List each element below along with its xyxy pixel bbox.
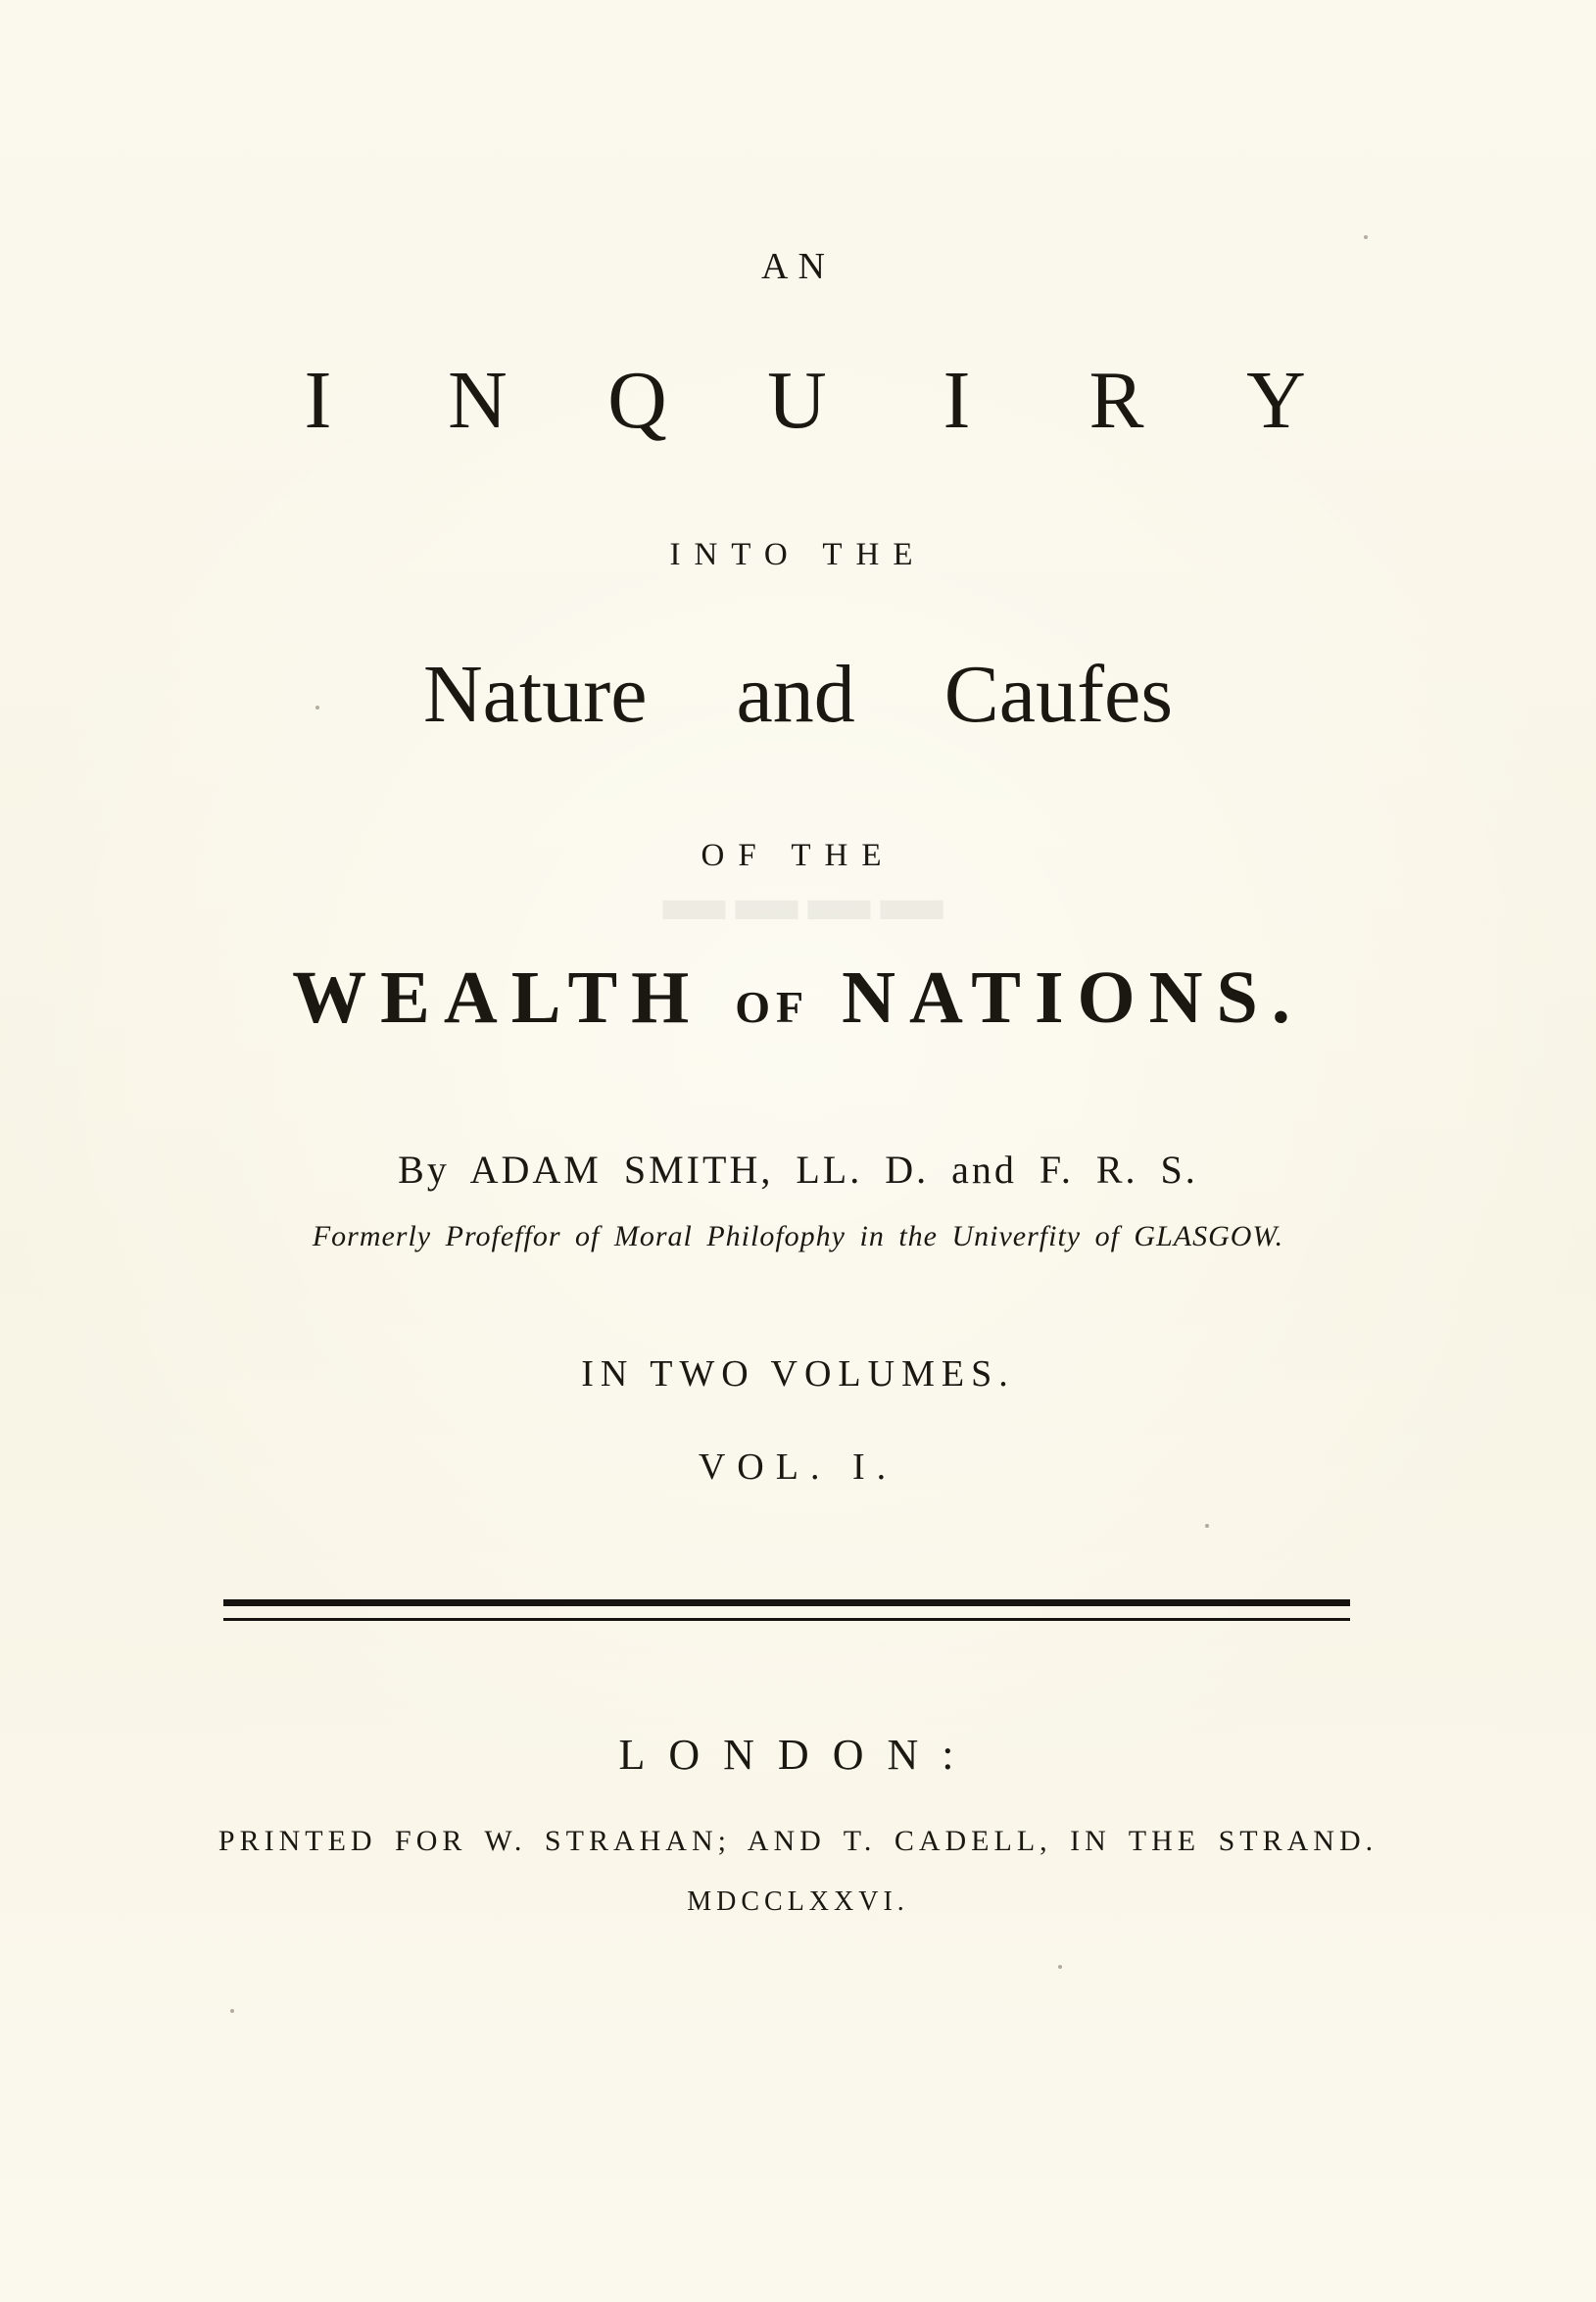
inquiry-letter: Y bbox=[1246, 355, 1308, 446]
imprint-printers: PRINTED FOR W. STRAHAN; AND T. CADELL, IN THE STRAND. bbox=[218, 1825, 1378, 1857]
inquiry-letter: N bbox=[448, 355, 509, 446]
author-credentials: Formerly Profeffor of Moral Philofophy in the Univerfity of GLASGOW. bbox=[312, 1220, 1284, 1252]
volumes-note: IN TWO VOLUMES. bbox=[581, 1353, 1015, 1395]
show-through-line: ▬▬▬▬ bbox=[653, 863, 943, 933]
inquiry-letter: U bbox=[767, 355, 829, 446]
paper-speck bbox=[1205, 1524, 1209, 1528]
inquiry-letter: R bbox=[1088, 355, 1146, 446]
author-byline: By ADAM SMITH, LL. D. and F. R. S. bbox=[398, 1148, 1198, 1192]
paper-speck bbox=[1364, 235, 1368, 239]
inquiry-letter: Q bbox=[607, 355, 669, 446]
paper-speck bbox=[1058, 1965, 1062, 1969]
heading-an: AN bbox=[761, 246, 835, 287]
divider-thick bbox=[223, 1599, 1350, 1606]
imprint-place: LONDON: bbox=[618, 1731, 978, 1779]
paper-speck bbox=[315, 706, 319, 710]
inquiry-letter: I bbox=[943, 355, 973, 446]
wealth-word: WEALTH bbox=[292, 956, 703, 1039]
of-word: OF bbox=[735, 982, 810, 1032]
paper-speck bbox=[230, 2009, 234, 2013]
nations-word: NATIONS. bbox=[842, 956, 1304, 1039]
heading-wealth-of-nations bbox=[0, 955, 1596, 1041]
volume-number: VOL. I. bbox=[698, 1446, 898, 1488]
heading-of-the: OF THE bbox=[701, 838, 895, 873]
heading-inquiry bbox=[0, 353, 1596, 448]
heading-into-the: INTO THE bbox=[669, 537, 927, 572]
inquiry-letter: I bbox=[304, 355, 334, 446]
heading-nature-and-causes: Nature and Caufes bbox=[422, 649, 1174, 740]
imprint-date: MDCCLXXVI. bbox=[687, 1886, 909, 1917]
divider-thin bbox=[223, 1618, 1350, 1621]
